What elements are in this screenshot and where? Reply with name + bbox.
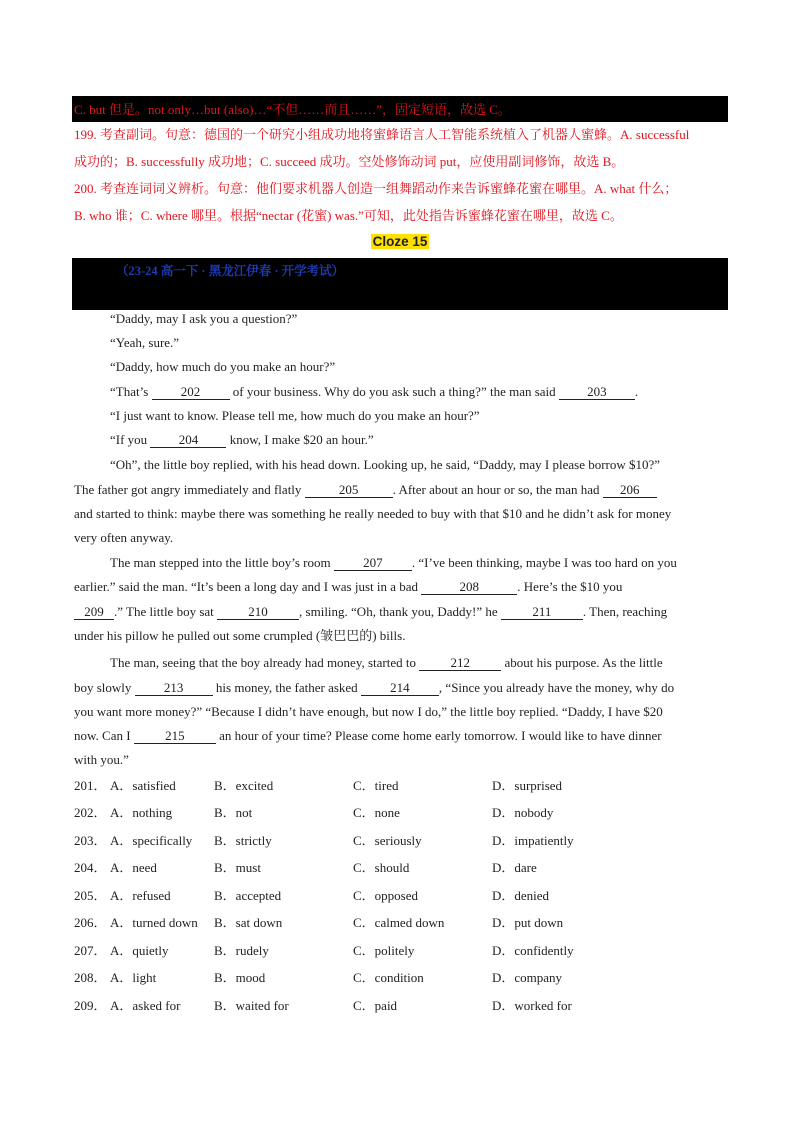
option-a[interactable]: A．refused bbox=[110, 888, 171, 903]
answer-199-line-2: 成功的；B. successfully 成功地；C. succeed 成功。空处修饰动词 put，应使用副词修饰，故选 B。 bbox=[74, 154, 625, 169]
option-a[interactable]: A．light bbox=[110, 970, 157, 985]
cloze-title bbox=[0, 233, 800, 251]
cloze-title-label: Cloze 15 bbox=[372, 234, 428, 249]
option-c[interactable]: C．politely bbox=[353, 943, 415, 958]
option-b[interactable]: B．rudely bbox=[214, 943, 269, 958]
blank-205[interactable]: 205 bbox=[305, 482, 393, 498]
passage-line: The man, seeing that the boy already had money, started to 212 about his purpose. As the little bbox=[110, 655, 663, 670]
blank-207[interactable]: 207 bbox=[334, 555, 412, 571]
blank-211[interactable]: 211 bbox=[501, 604, 583, 620]
question-number: 208． bbox=[74, 970, 107, 985]
blank-208[interactable]: 208 bbox=[421, 579, 517, 595]
option-c[interactable]: C．condition bbox=[353, 970, 424, 985]
option-a[interactable]: A．satisfied bbox=[110, 778, 176, 793]
answer-199-line-1: 199. 考查副词。句意：德国的一个研究小组成功地将蜜蜂语言人工智能系统植入了机器人蜜蜂。A. successful bbox=[74, 127, 690, 142]
option-d[interactable]: D．company bbox=[492, 970, 563, 985]
option-a[interactable]: A．nothing bbox=[110, 805, 173, 820]
option-b[interactable]: B．not bbox=[214, 805, 253, 820]
option-a[interactable]: A．asked for bbox=[110, 998, 181, 1013]
passage-line: now. Can I 215 an hour of your time? Please come home early tomorrow. I would like to have dinner bbox=[74, 728, 662, 743]
blank-212[interactable]: 212 bbox=[419, 655, 501, 671]
option-d[interactable]: D．surprised bbox=[492, 778, 563, 793]
option-c[interactable]: C．none bbox=[353, 805, 400, 820]
option-b[interactable]: B．waited for bbox=[214, 998, 289, 1013]
blank-202[interactable]: 202 bbox=[152, 384, 230, 400]
option-c[interactable]: C．tired bbox=[353, 778, 399, 793]
blank-213[interactable]: 213 bbox=[135, 680, 213, 696]
question-number: 209． bbox=[74, 998, 107, 1013]
passage-line: “Oh”, the little boy replied, with his head down. Looking up, he said, “Daddy, may I please borrow $10?” bbox=[110, 457, 661, 472]
passage-line: The father got angry immediately and flatly 205 . After about an hour or so, the man had 206 bbox=[74, 481, 728, 499]
option-c[interactable]: C．paid bbox=[353, 998, 398, 1013]
passage-line: with you.” bbox=[74, 752, 129, 767]
source-label: （23-24 高一下 · 黑龙江伊春 · 开学考试） bbox=[116, 264, 345, 278]
option-d[interactable]: D．denied bbox=[492, 888, 550, 903]
question-number: 203． bbox=[74, 833, 107, 848]
blank-210[interactable]: 210 bbox=[217, 604, 299, 620]
passage-line: very often anyway. bbox=[74, 530, 174, 545]
option-c[interactable]: C．calmed down bbox=[353, 915, 445, 930]
answer-200-line-2: B. who 谁；C. where 哪里。根据“nectar (花蜜) was.”可知，此处指告诉蜜蜂花蜜在哪里，故选 C。 bbox=[74, 208, 623, 223]
answer-198-text: C. but 但是。not only…but (also)…“不但……而且……”，固定短语，故选 C。 bbox=[74, 102, 511, 117]
option-b[interactable]: B．strictly bbox=[214, 833, 272, 848]
blank-215[interactable]: 215 bbox=[134, 728, 216, 744]
passage-line: earlier.” said the man. “It’s been a long day and I was just in a bad 208 . Here’s the $10 you bbox=[74, 579, 623, 594]
passage-line: “Daddy, how much do you make an hour?” bbox=[110, 359, 336, 374]
passage-line: boy slowly 213 his money, the father asked 214 , “Since you already have the money, why do bbox=[74, 680, 675, 695]
answer-200-line-1: 200. 考查连词词义辨析。句意：他们要求机器人创造一组舞蹈动作来告诉蜜蜂花蜜在哪里。A. what 什么； bbox=[74, 181, 678, 196]
option-d[interactable]: D．confidently bbox=[492, 943, 574, 958]
passage-line: “Daddy, may I ask you a question?” bbox=[110, 311, 298, 326]
option-d[interactable]: D．impatiently bbox=[492, 833, 574, 848]
question-number: 205． bbox=[74, 888, 107, 903]
passage-line: “Yeah, sure.” bbox=[110, 335, 180, 350]
blank-206[interactable]: 206 bbox=[603, 482, 657, 498]
passage-line: under his pillow he pulled out some crumpled (皱巴巴的) bills. bbox=[74, 628, 406, 643]
option-a[interactable]: A．need bbox=[110, 860, 157, 875]
blank-203[interactable]: 203 bbox=[559, 384, 635, 400]
blank-214[interactable]: 214 bbox=[361, 680, 439, 696]
option-a[interactable]: A．quietly bbox=[110, 943, 169, 958]
blank-204[interactable]: 204 bbox=[150, 432, 226, 448]
passage-line: 209 .” The little boy sat 210 , smiling. “Oh, thank you, Daddy!” he 211 . Then, reaching bbox=[74, 603, 728, 621]
option-a[interactable]: A．turned down bbox=[110, 915, 198, 930]
option-c[interactable]: C．opposed bbox=[353, 888, 419, 903]
question-number: 204． bbox=[74, 860, 107, 875]
option-d[interactable]: D．worked for bbox=[492, 998, 572, 1013]
option-d[interactable]: D．nobody bbox=[492, 805, 554, 820]
option-d[interactable]: D．put down bbox=[492, 915, 564, 930]
passage-line: “That’s 202 of your business. Why do you ask such a thing?” the man said 203 . bbox=[110, 384, 639, 399]
option-b[interactable]: B．sat down bbox=[214, 915, 283, 930]
source-bar bbox=[72, 258, 728, 310]
option-b[interactable]: B．accepted bbox=[214, 888, 282, 903]
option-b[interactable]: B．must bbox=[214, 860, 261, 875]
question-number: 206． bbox=[74, 915, 107, 930]
passage-line: you want more money?” “Because I didn’t have enough, but now I do,” the little boy replied. “Daddy, I have $20 bbox=[74, 704, 663, 719]
option-a[interactable]: A．specifically bbox=[110, 833, 193, 848]
passage-line: “If you 204 know, I make $20 an hour.” bbox=[110, 432, 374, 447]
option-b[interactable]: B．mood bbox=[214, 970, 266, 985]
question-number: 202． bbox=[74, 805, 107, 820]
blank-209[interactable]: 209 bbox=[74, 604, 114, 620]
question-number: 201． bbox=[74, 778, 107, 793]
passage-line: “I just want to know. Please tell me, how much do you make an hour?” bbox=[110, 408, 480, 423]
option-b[interactable]: B．excited bbox=[214, 778, 274, 793]
passage-line: The man stepped into the little boy’s room 207 . “I’ve been thinking, maybe I was too hard on you bbox=[110, 555, 677, 570]
option-d[interactable]: D．dare bbox=[492, 860, 537, 875]
question-number: 207． bbox=[74, 943, 107, 958]
passage-line: and started to think: maybe there was something he really needed to buy with that $10 and he didn’t ask for money bbox=[74, 506, 672, 521]
option-c[interactable]: C．seriously bbox=[353, 833, 422, 848]
option-c[interactable]: C．should bbox=[353, 860, 410, 875]
answer-highlight-bar bbox=[72, 96, 728, 122]
